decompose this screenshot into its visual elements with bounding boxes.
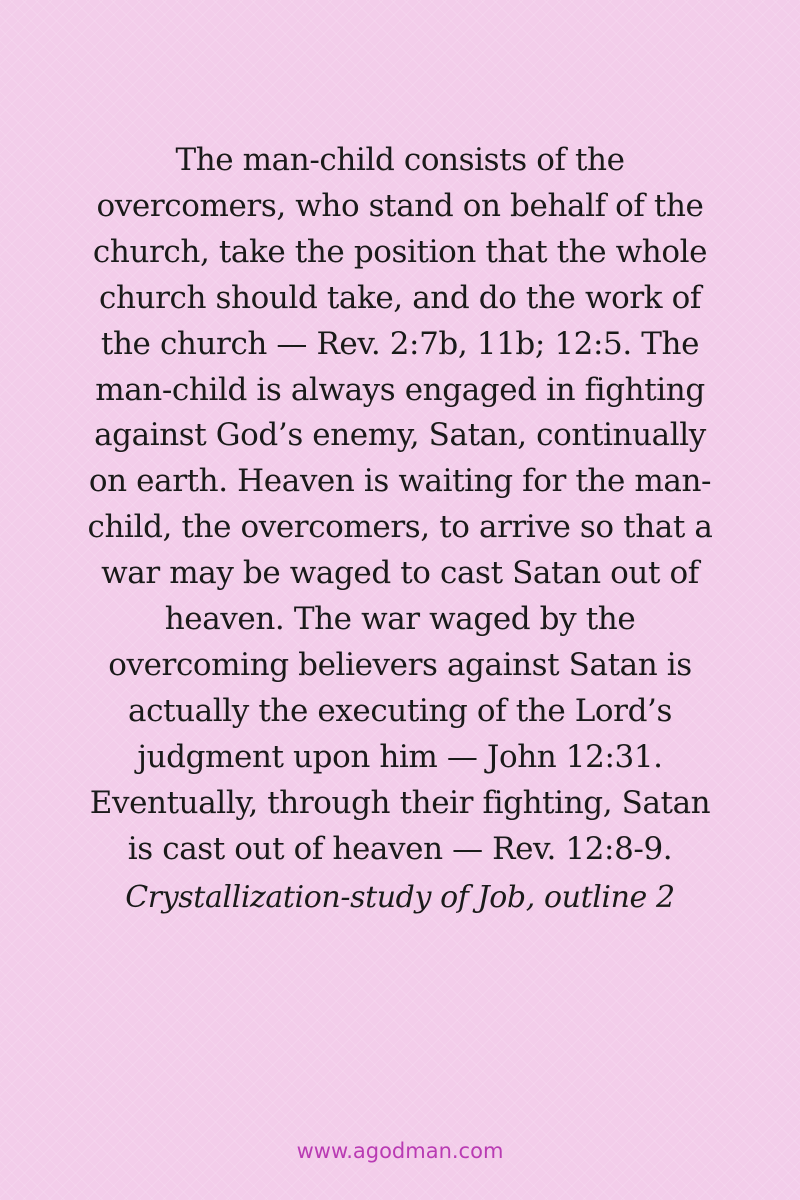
quote-block bbox=[40, 138, 760, 920]
website-link[interactable]: www.agodman.com bbox=[296, 1139, 504, 1163]
quote-line: church, take the position that the whole bbox=[92, 233, 708, 270]
quote-line: on earth. Heaven is waiting for the man- bbox=[88, 463, 712, 500]
quote-line: Eventually, through their fighting, Satan bbox=[89, 784, 711, 821]
quote-line: the church — Rev. 2:7b, 11b; 12:5. The bbox=[100, 325, 700, 362]
quote-line: against God’s enemy, Satan, continually bbox=[94, 417, 706, 454]
quote-line: The man-child consists of the bbox=[175, 142, 625, 178]
quote-line: child, the overcomers, to arrive so that a bbox=[87, 509, 713, 546]
quote-line: heaven. The war waged by the bbox=[164, 601, 636, 638]
quote-line: war may be waged to cast Satan out of bbox=[101, 555, 699, 592]
quote-line: judgment upon him — John 12:31. bbox=[137, 738, 663, 775]
quote-citation: Crystallization-study of Job, outline 2 bbox=[125, 879, 675, 915]
quote-line: man-child is always engaged in fighting bbox=[95, 371, 705, 408]
quote-line: overcomers, who stand on behalf of the bbox=[96, 187, 704, 224]
quote-line: is cast out of heaven — Rev. 12:8-9. bbox=[127, 830, 673, 867]
quote-line: overcoming believers against Satan is bbox=[108, 646, 692, 683]
quote-line: church should take, and do the work of bbox=[99, 279, 701, 316]
quote-line: actually the executing of the Lord’s bbox=[128, 692, 672, 729]
